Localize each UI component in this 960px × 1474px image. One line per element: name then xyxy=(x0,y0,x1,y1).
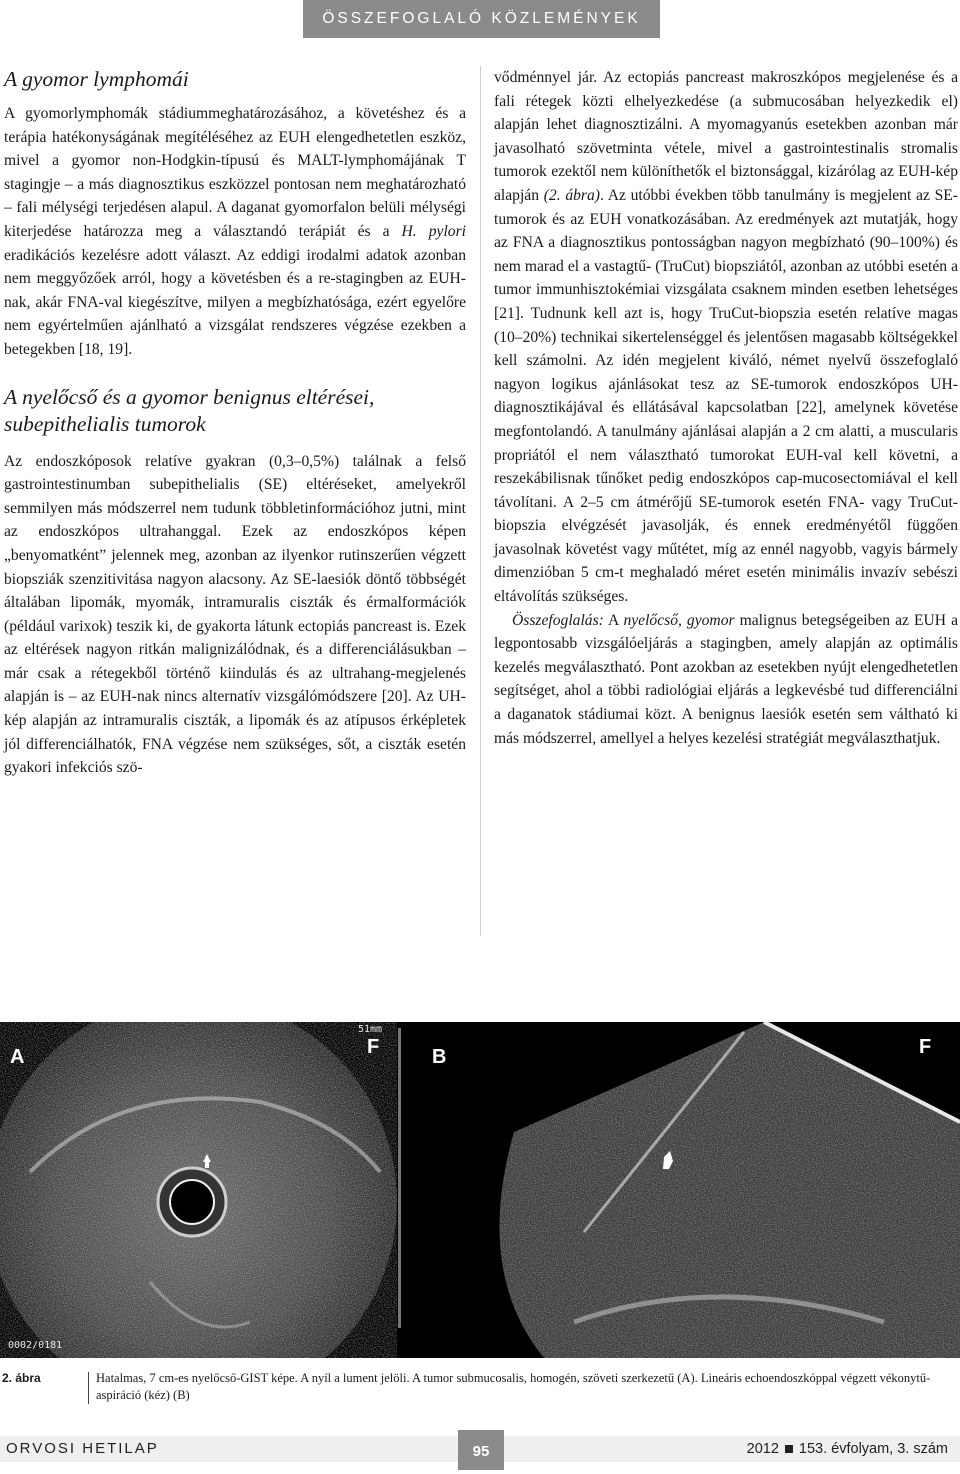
caption-text: Hatalmas, 7 cm-es nyelőcső-GIST képe. A nyíl a lument jelöli. A tumor submucosalis, homogén, szöveti szerkezetű (A). Lineáris echoendoszkóppal végzett vékonytű-aspiráció (kéz) (B) xyxy=(96,1371,931,1402)
summary-label: Összefoglalás: xyxy=(512,611,604,629)
paragraph-benign: Az endoszkóposok relatíve gyakran (0,3–0,5%) találnak a felső gastrointestinumban subepithelialis (SE) eltéréseket, amelyekről semmilyen más módszerrel nem tudunk többletinformációhoz jutni, mint az endoszkópos ultrahanggal. Ezek az endoszkópos képen „benyomatként” jelennek meg, azonban az ilyenkor rutinszerűen végzett biopsziák szenzitivitása nagyon alacsony. Az SE-laesiók döntő többségét általában lipomák, myomák, intramuralis ciszták és érmalformációk (például varixok) teszik ki, de gyakorta látunk ectopiás pancreast is. Ezek az eltérések nagyon ritkán malignizálódnak, és a differenciálásukban – már csak a rétegekből történő kiindulás és az ultrahang-megjelenés alapján is – az EUH-nak nincs alternatív vizsgálómódszere [20]. Az UH-kép alapján az intramuralis ciszták, a lipomák és az atípusos érképletek jól differenciálhatók, FNA végzése nem szükséges, sőt, a ciszták esetén gyakori infekciós szö- xyxy=(4,452,466,777)
summary-text-2: malignus betegségeiben az EUH a legpontosabb vizsgálóeljárás a stagingben, amely alapján az optimális kezelés megválasztható. Pont azokban az esetekben nyújt elengedhetetlen segítséget, ahol a többi radiológiai eljárás a legkevésbé tud differenciálni a daganatok stádiumai közt. A benignus laesiók esetén sem váltható ki más módszerrel, amellyel a helyes kezelési stratégiát megválaszthatjuk. xyxy=(494,611,958,747)
square-separator-icon xyxy=(785,1445,793,1453)
issue-year: 2012 xyxy=(746,1441,779,1457)
ultrasound-panel-a xyxy=(0,1022,410,1358)
issue-volume: 153. évfolyam, 3. szám xyxy=(798,1441,948,1457)
figure-ultrasound xyxy=(0,1022,960,1358)
panel-a-orientation: F xyxy=(367,1036,380,1058)
paragraph-continued-text-1: vődménnyel jár. Az ectopiás pancreast makroszkópos megjelenése és a fali rétegek közti elhelyezkedése (a submucosában helyezkedik el) alapján lehet diagnosztizálni. A myomagyanús esetekben azonban már javasolható szövetminta vétele, mivel a gastrointestinalis stromalis tumorok ezektől nem különíthetők el biztonsággal, kizárólag az EUH-kép alapján xyxy=(494,69,958,204)
heading-lymphoma: A gyomor lymphomái xyxy=(4,67,189,91)
panel-b-orientation: F xyxy=(919,1036,932,1058)
issue-info xyxy=(747,1436,948,1462)
species-name: H. pylori xyxy=(401,222,466,240)
heading-benign: A nyelőcső és a gyomor benignus eltérései, subepithelialis tumorok xyxy=(4,384,375,436)
figure-reference: (2. ábra) xyxy=(543,186,600,204)
page-number: 95 xyxy=(458,1430,504,1470)
paragraph-continued-text-2: . Az utóbbi években több tanulmány is megjelent az SE-tumorok és az EUH vonatkozásában. Az eredmények azt mutatják, hogy az FNA a diagnosztikus pontosságban nagyon megbízható (90–100%) és nem marad el a vastagtű- (TruCut) biopsziától, azonban az utóbbi esetén a tumor immunhisztokémiai vizsgálata csaknem minden esetben lehetséges [21]. Tudnunk kell azt is, hogy TruCut-biopszia esetén relatíve magas (10–20%) technikai sikertelenséggel és jelentősen magasabb költségekkel kell számolni. Az idén megjelent kiváló, német nyelvű összefoglaló nagyon logikus ajánlásokat tesz az SE-tumorok endoszkópos UH-diagnosztikájával és ellátásával kapcsolatban [22], amelynek követése megfontolandó. A tanulmány ajánlásai alapján a 2 cm alatti, a muscularis propriától el nem választható tumorokat EUH-val kell követni, a reszekábilisnak tűnőket pedig endoszkópos cap-mucosectomiával el kell távolítani. A 2–5 cm átmérőjű SE-tumorok esetén FNA- vagy TruCut-biopszia elvégzését javasolják, és ennek eredményétől függően javasolnak követést vagy műtétet, míg az ennél nagyobb, vagyis bármely dimenzióban 5 cm-t meghaladó méret esetén minimális invazív sebészi eltávolítás szükséges. xyxy=(494,186,958,606)
summary-italic: nyelőcső, gyomor xyxy=(623,611,735,629)
section-header: ÖSSZEFOGLALÓ KÖZLEMÉNYEK xyxy=(303,0,660,38)
paragraph-continued xyxy=(494,66,958,609)
paragraph-lymphoma xyxy=(4,102,466,362)
paragraph-lymphoma-text-1: A gyomorlymphomák stádiummeghatározásához, a követéshez és a terápia hatékonyságának megítéléséhez az EUH elengedhetetlen eszköz, mivel a gyomor non-Hodgkin-típusú és MALT-lymphomájának T stagingje – a más diagnosztikus eszközzel pontosan nem meghatározható – fali mélységi terjedésen alapul. A daganat gyomorfalon belüli mélységi kiterjedése határozza meg a választandó terápiát és a xyxy=(4,105,466,240)
caption-label: 2. ábra xyxy=(2,1371,41,1385)
depth-readout: 51mm xyxy=(358,1024,383,1035)
panel-b-label: B xyxy=(432,1046,447,1068)
paragraph-lymphoma-text-2: eradikációs kezelésre adott választ. Az eddigi irodalmi adatok azonban nem meggyőzőek arról, hogy a követésben és a re-stagingben az EUH-nak, akár FNA-val kiegészítve, milyen a megbízhatósága, ezért egyelőre nem egyértelműen ajánlható a vizsgálat rendszeres végzése ezekben a betegekben [18, 19]. xyxy=(4,246,466,358)
panel-a-label: A xyxy=(10,1046,25,1068)
summary-text-1: A xyxy=(603,611,624,629)
left-column xyxy=(4,66,466,780)
ultrasound-image-a xyxy=(0,1022,410,1358)
column-divider xyxy=(480,66,481,936)
right-column xyxy=(494,66,958,750)
caption-divider xyxy=(88,1372,89,1404)
page-footer xyxy=(0,1430,960,1470)
paragraph-summary xyxy=(494,609,958,751)
frame-counter: 0002/0181 xyxy=(8,1340,63,1351)
journal-name: ORVOSI HETILAP xyxy=(6,1440,159,1457)
ultrasound-panel-b xyxy=(414,1022,960,1358)
ultrasound-image-b xyxy=(414,1022,960,1358)
